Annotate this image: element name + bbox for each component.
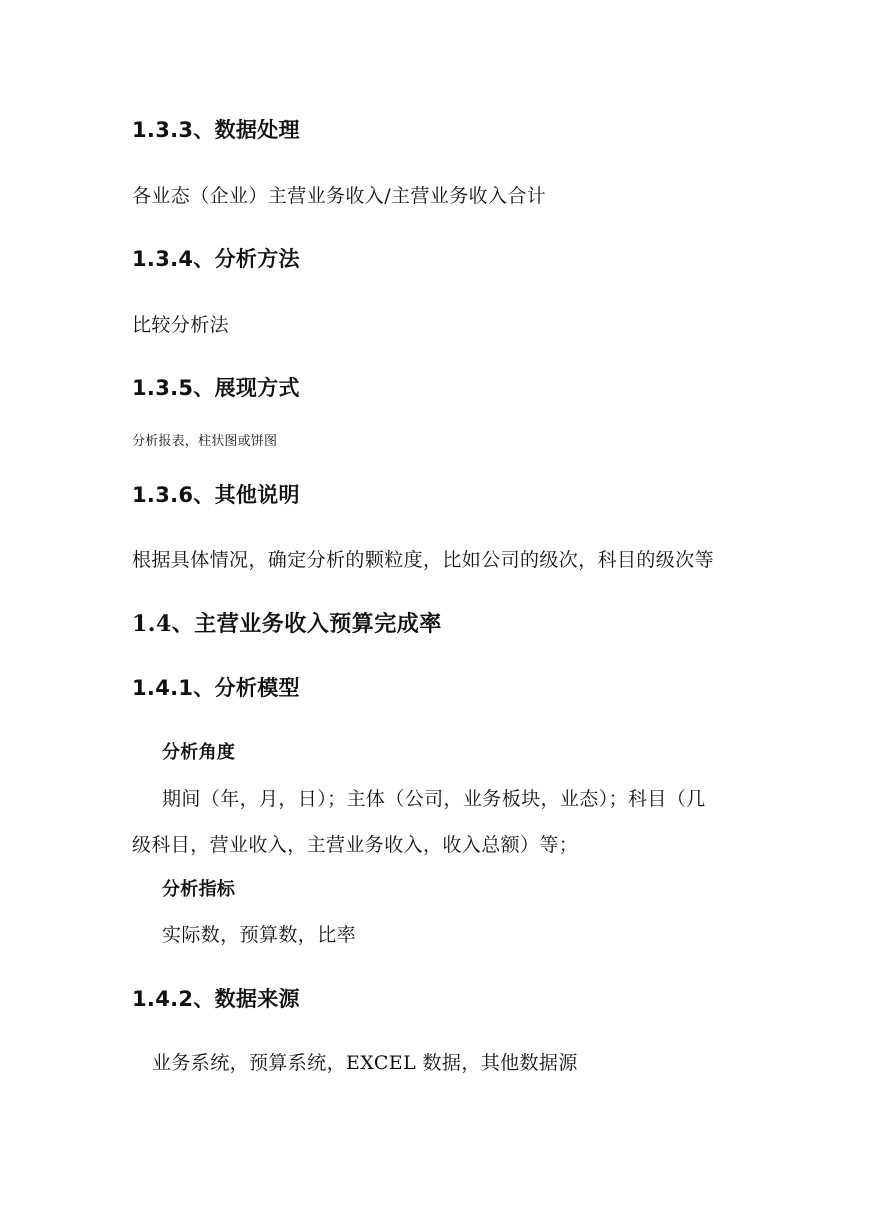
heading-1-3-4: 1.3.4、分析方法 [132,247,300,271]
paragraph-analysis-angle-line-2: 级科目，营业收入，主营业务收入，收入总额）等； [132,834,579,856]
heading-1-4: 1.4、主营业务收入预算完成率 [132,611,442,637]
paragraph-data-source: 业务系统，预算系统，EXCEL 数据，其他数据源 [152,1052,578,1074]
paragraph-other-notes: 根据具体情况，确定分析的颗粒度，比如公司的级次，科目的级次等 [132,549,715,571]
label-analysis-angle: 分析角度 [162,742,236,763]
heading-1-4-1: 1.4.1、分析模型 [132,676,300,700]
label-analysis-indicator: 分析指标 [162,879,236,900]
paragraph-analysis-method: 比较分析法 [132,314,230,336]
paragraph-display-method: 分析报表，柱状图或饼图 [132,434,278,449]
heading-1-3-5: 1.3.5、展现方式 [132,376,300,400]
paragraph-data-processing: 各业态（企业）主营业务收入/主营业务收入合计 [132,185,547,207]
heading-1-3-6: 1.3.6、其他说明 [132,483,300,507]
paragraph-analysis-angle-line-1: 期间（年，月，日）；主体（公司，业务板块，业态）；科目（几 [162,788,706,810]
heading-1-3-3: 1.3.3、数据处理 [132,118,300,142]
paragraph-analysis-indicator: 实际数，预算数，比率 [162,924,357,946]
heading-1-4-2: 1.4.2、数据来源 [132,987,300,1011]
